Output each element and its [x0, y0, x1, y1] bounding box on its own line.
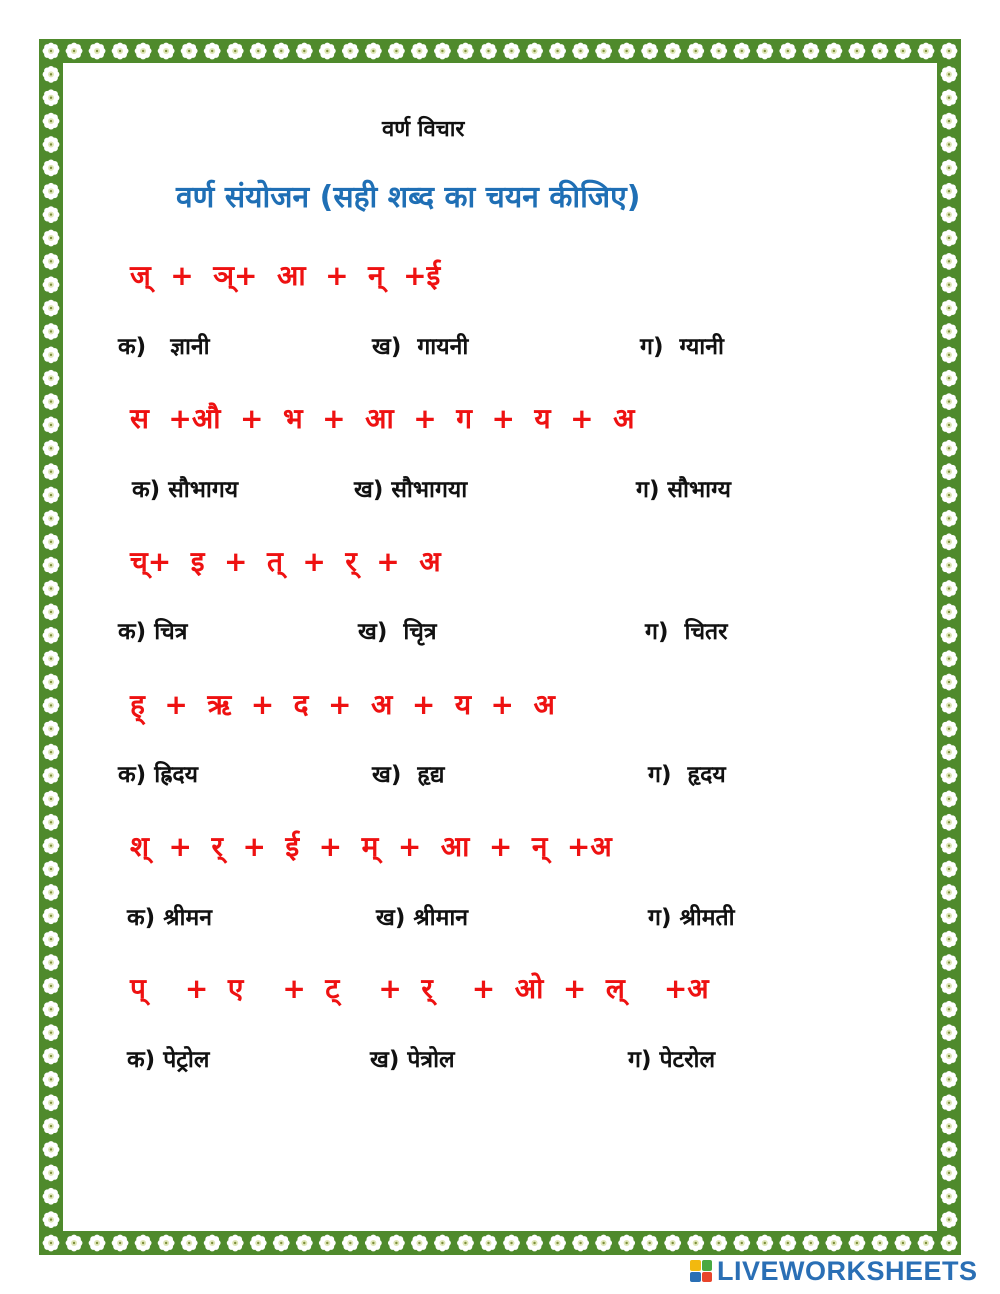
- option-marker: क): [132, 477, 161, 503]
- liveworksheets-logo-icon: [690, 1260, 712, 1282]
- option-text: पेत्रोल: [407, 1047, 455, 1073]
- option-text: सौभागया: [391, 477, 468, 503]
- question-4-equation: ह् + ऋ + द + अ + य + अ: [130, 688, 555, 721]
- option-marker: ख): [372, 762, 402, 788]
- option-text: सौभाग्य: [667, 477, 731, 503]
- option-marker: ख): [358, 619, 388, 645]
- question-3-option-b[interactable]: [358, 614, 437, 646]
- option-marker: ग): [645, 619, 669, 645]
- question-6-equation: प् + ए + ट् + र् + ओ + ल् +अ: [130, 972, 709, 1005]
- question-2-option-b[interactable]: [354, 472, 467, 504]
- option-marker: ग): [628, 1047, 652, 1073]
- option-text: गायनी: [417, 334, 469, 360]
- question-4-option-b[interactable]: [372, 757, 444, 789]
- option-text: पेट्रोल: [163, 1047, 210, 1073]
- option-marker: ग): [640, 334, 664, 360]
- liveworksheets-brand[interactable]: [690, 1257, 978, 1285]
- question-5-option-b[interactable]: [376, 900, 468, 932]
- option-text: चितर: [684, 619, 728, 645]
- option-text: ज्ञानी: [170, 334, 210, 360]
- question-5-option-a[interactable]: [127, 900, 212, 932]
- question-6-option-c[interactable]: [628, 1042, 715, 1074]
- question-6-option-b[interactable]: [370, 1042, 455, 1074]
- question-1-option-b[interactable]: [372, 329, 468, 361]
- question-5-equation: श् + र् + ई + म् + आ + न् +अ: [130, 830, 612, 863]
- page-title: वर्ण विचार: [382, 117, 465, 142]
- option-marker: क): [127, 1047, 156, 1073]
- question-2-option-c[interactable]: [636, 472, 731, 504]
- option-marker: ख): [372, 334, 402, 360]
- option-marker: ग): [636, 477, 660, 503]
- question-3-equation: च्+ इ + त् + र् + अ: [130, 545, 441, 578]
- option-marker: ग): [648, 762, 672, 788]
- option-text: चित्र: [154, 619, 188, 645]
- option-text: हृद्य: [417, 762, 445, 788]
- option-text: पेटरोल: [659, 1047, 716, 1073]
- option-marker: ग): [648, 905, 672, 931]
- question-4-option-a[interactable]: [118, 757, 198, 789]
- option-text: श्रीमन: [163, 905, 212, 931]
- option-text: हृदय: [687, 762, 726, 788]
- option-marker: क): [118, 334, 147, 360]
- option-text: श्रीमती: [679, 905, 735, 931]
- question-6-option-a[interactable]: [127, 1042, 209, 1074]
- question-1-option-c[interactable]: [640, 329, 724, 361]
- option-text: सौभागय: [168, 477, 239, 503]
- question-2-option-a[interactable]: [132, 472, 238, 504]
- option-text: श्रीमान: [413, 905, 469, 931]
- page-subtitle: वर्ण संयोजन (सही शब्द का चयन कीजिए): [176, 180, 641, 215]
- option-marker: क): [118, 762, 147, 788]
- option-marker: ख): [354, 477, 384, 503]
- question-1-equation: ज् + ञ्+ आ + न् +ई: [130, 259, 441, 292]
- option-marker: क): [118, 619, 147, 645]
- question-5-option-c[interactable]: [648, 900, 735, 932]
- option-marker: ख): [370, 1047, 400, 1073]
- question-2-equation: स +औ + भ + आ + ग + य + अ: [130, 402, 635, 435]
- option-text: ह्रिदय: [154, 762, 198, 788]
- question-1-option-a[interactable]: [118, 329, 210, 361]
- option-marker: ख): [376, 905, 406, 931]
- option-text: ग्यानी: [679, 334, 724, 360]
- question-3-option-c[interactable]: [645, 614, 728, 646]
- question-4-option-c[interactable]: [648, 757, 726, 789]
- option-text: चिृत्र: [403, 619, 437, 645]
- brand-name: LIVEWORKSHEETS: [717, 1255, 978, 1286]
- question-3-option-a[interactable]: [118, 614, 187, 646]
- option-marker: क): [127, 905, 156, 931]
